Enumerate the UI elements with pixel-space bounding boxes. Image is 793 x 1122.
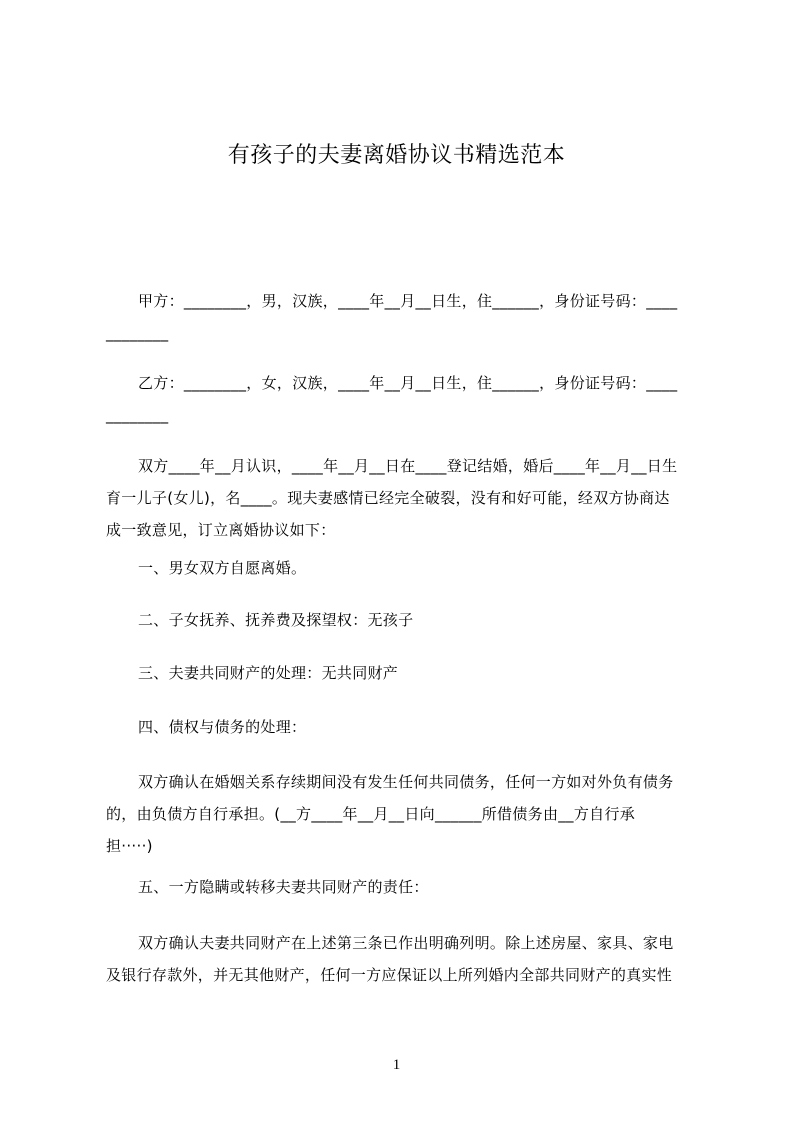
intro-line-1: 双方____年__月认识，____年__月__日在____登记结婚，婚后____年__月__日生: [138, 457, 678, 475]
clause-4-detail-line-3: 担·····): [106, 837, 153, 855]
party-a-line-1: 甲方：________，男，汉族，____年__月__日生，住______，身份证号码：____: [138, 292, 678, 310]
clause-5-detail-line-1: 双方确认夫妻共同财产在上述第三条已作出明确列明。除上述房屋、家具、家电: [138, 934, 674, 952]
page-number: 1: [392, 1057, 401, 1073]
clause-1: 一、男女双方自愿离婚。: [138, 559, 307, 577]
clause-4-detail-line-2: 的，由负债方自行承担。(__方____年__月__日向______所借债务由__方自行承: [106, 805, 636, 823]
clause-2: 二、子女抚养、抚养费及探望权：无孩子: [138, 611, 414, 629]
clause-4-detail: [106, 766, 702, 862]
party-a-paragraph: [106, 288, 702, 346]
clause-4: 四、债权与债务的处理：: [138, 718, 307, 736]
clause-5: 五、一方隐瞒或转移夫妻共同财产的责任：: [138, 878, 429, 896]
intro-line-3: 成一致意见，订立离婚协议如下：: [106, 521, 336, 539]
clause-3: 三、夫妻共同财产的处理：无共同财产: [138, 664, 399, 682]
party-b-line-1: 乙方：________，女，汉族，____年__月__日生，住______，身份证号码：____: [138, 374, 678, 392]
party-a-line-2: ________: [106, 324, 169, 342]
clause-5-detail: [106, 927, 702, 991]
intro-paragraph: [106, 450, 702, 546]
party-b-paragraph: [106, 370, 702, 428]
document-title: 有孩子的夫妻离婚协议书精选范本: [227, 143, 566, 168]
clause-5-detail-line-2: 及银行存款外，并无其他财产，任何一方应保证以上所列婚内全部共同财产的真实性: [106, 966, 673, 984]
intro-line-2: 育一儿子(女儿)，名____。现夫妻感情已经完全破裂，没有和好可能，经双方协商达: [106, 489, 670, 507]
clause-4-detail-line-1: 双方确认在婚姻关系存续期间没有发生任何共同债务，任何一方如对外负有债务: [138, 773, 674, 791]
party-b-line-2: ________: [106, 406, 169, 424]
